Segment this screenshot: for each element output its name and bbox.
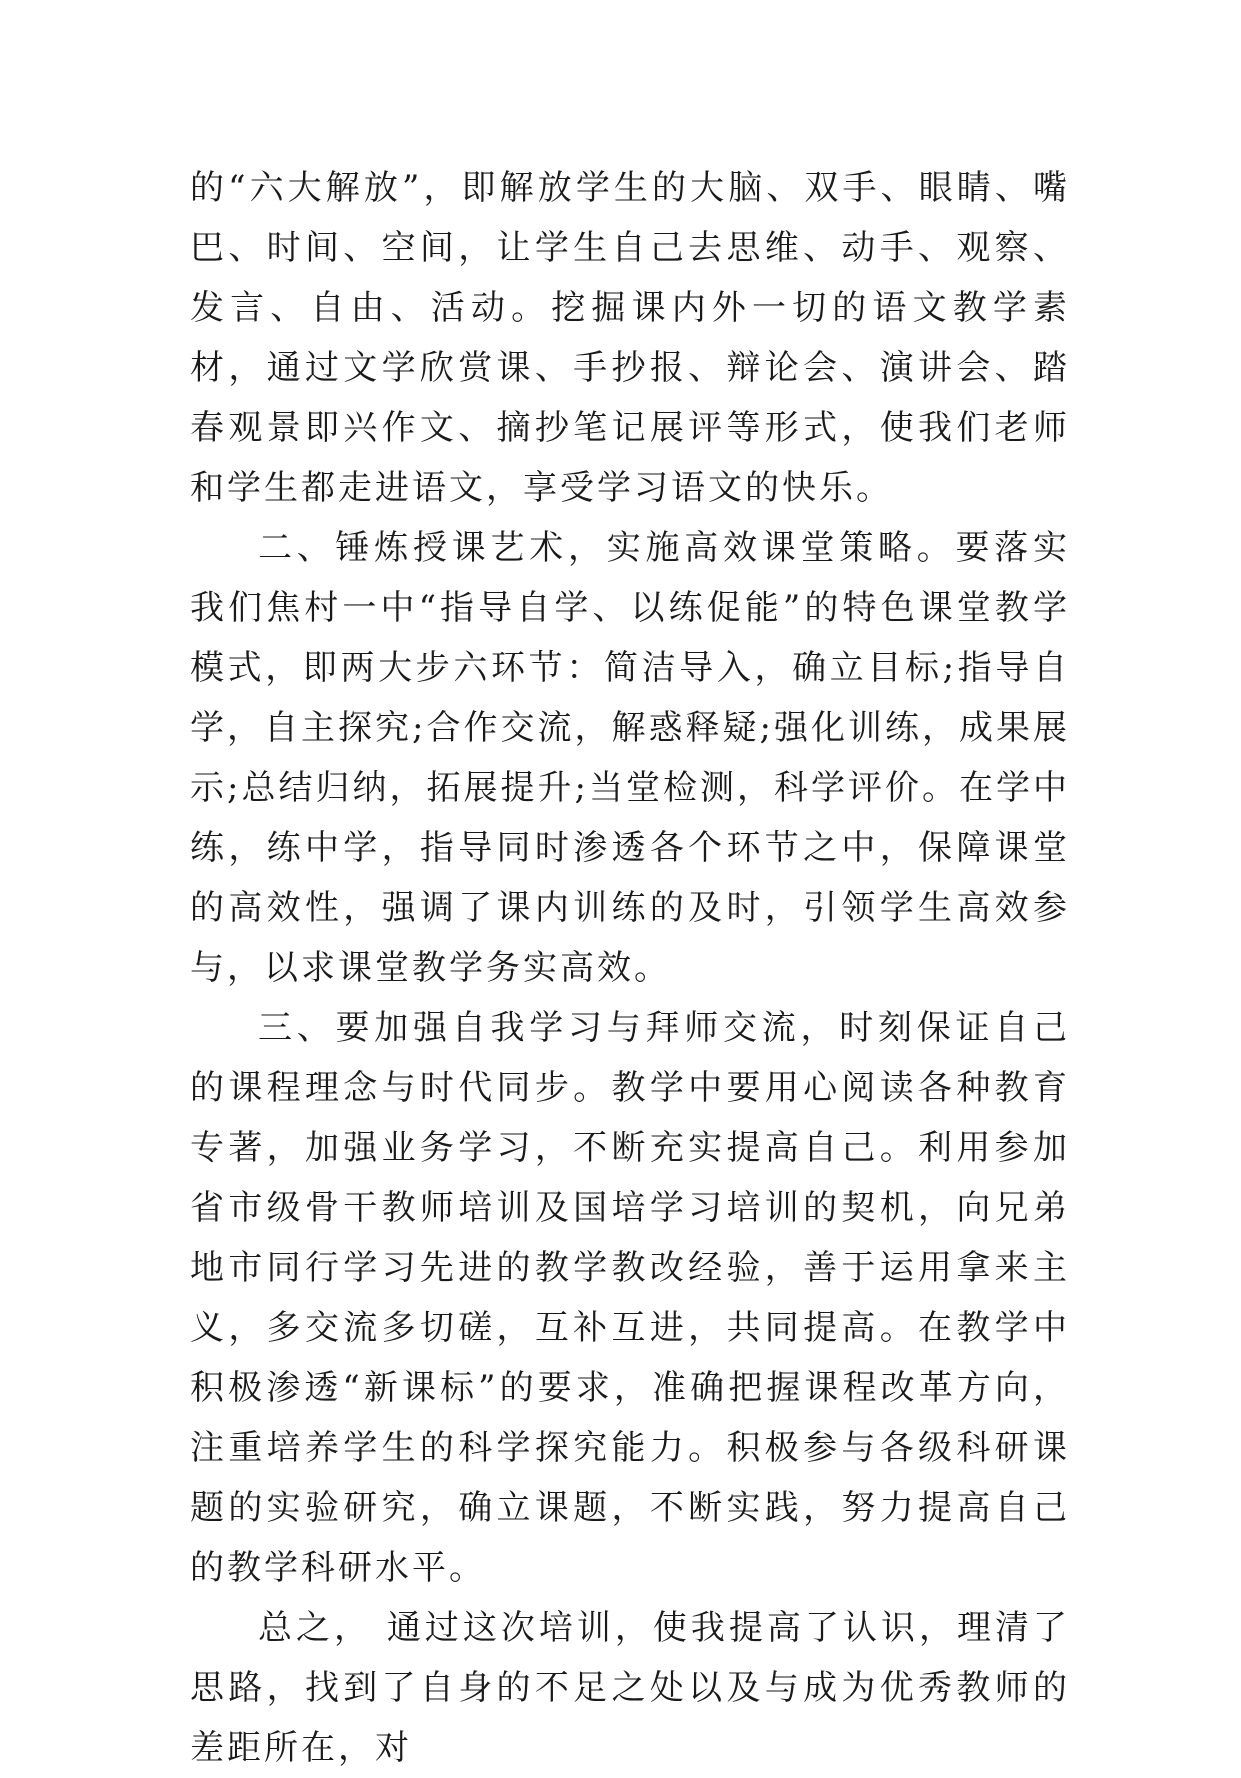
document-body — [190, 158, 1070, 1778]
paragraph-conclusion: 总之， 通过这次培训，使我提高了认识，理清了思路，找到了自身的不足之处以及与成为优秀教师的差距所在，对 — [190, 1608, 1070, 1768]
paragraph-continuation: 的“六大解放”，即解放学生的大脑、双手、眼睛、嘴巴、时间、空间，让学生自己去思维、动手、观察、发言、自由、活动。挖掘课内外一切的语文教学素材，通过文学欣赏课、手抄报、辩论会、演讲会、踏春观景即兴作文、摘抄笔记展评等形式，使我们老师和学生都走进语文，享受学习语文的快乐。 — [190, 168, 1070, 508]
paragraph-section-two: 二、锤炼授课艺术，实施高效课堂策略。要落实我们焦村一中“指导自学、以练促能”的特色课堂教学模式，即两大步六环节：简洁导入，确立目标;指导自学，自主探究;合作交流，解惑释疑;强化训练，成果展示;总结归纳，拓展提升;当堂检测，科学评价。在学中练，练中学，指导同时渗透各个环节之中，保障课堂的高效性，强调了课内训练的及时，引领学生高效参与，以求课堂教学务实高效。 — [190, 528, 1070, 988]
paragraph-section-three: 三、要加强自我学习与拜师交流，时刻保证自己的课程理念与时代同步。教学中要用心阅读各种教育专著，加强业务学习，不断充实提高自己。利用参加省市级骨干教师培训及国培学习培训的契机，向兄弟地市同行学习先进的教学教改经验，善于运用拿来主义，多交流多切磋，互补互进，共同提高。在教学中积极渗透“新课标”的要求，准确把握课程改革方向，注重培养学生的科学探究能力。积极参与各级科研课题的实验研究，确立课题，不断实践，努力提高自己的教学科研水平。 — [190, 1008, 1070, 1588]
